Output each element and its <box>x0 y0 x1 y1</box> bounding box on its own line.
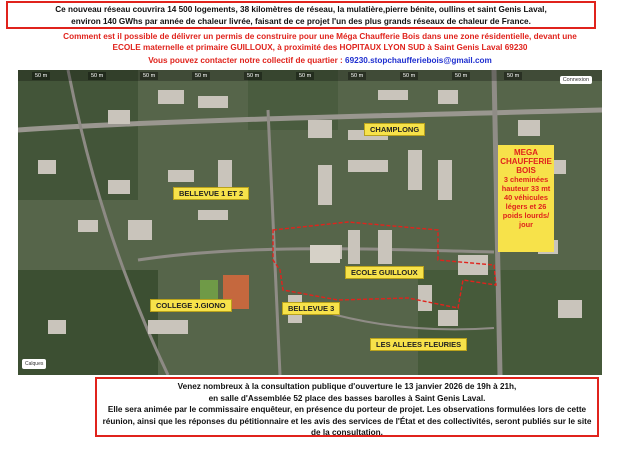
label-ecole-guilloux: ECOLE GUILLOUX <box>345 266 424 279</box>
contact-line <box>0 56 640 65</box>
side-title-1: MEGA <box>514 148 538 157</box>
info-box-bottom <box>95 377 599 437</box>
notice-text <box>40 31 600 53</box>
contact-text: Vous pouvez contacter notre collectif de quartier : <box>148 56 343 65</box>
side-line-1: 3 cheminées <box>503 175 549 184</box>
bottom-line-5: de la consultation. <box>311 428 383 437</box>
bottom-line-2: en salle d'Assemblée 52 place des basses barolles à Saint Genis Laval. <box>208 393 486 403</box>
scale-mark: 50 m <box>296 72 314 80</box>
layers-button[interactable]: Calques <box>22 359 46 369</box>
scale-mark: 50 m <box>504 72 522 80</box>
scale-mark: 50 m <box>348 72 366 80</box>
label-bellevue-3: BELLEVUE 3 <box>282 302 340 315</box>
scale-mark: 50 m <box>192 72 210 80</box>
map-login-button[interactable]: Connexion <box>560 76 592 84</box>
side-line-2: hauteur 33 mt <box>501 184 551 193</box>
label-bellevue-1-2: BELLEVUE 1 ET 2 <box>173 187 249 200</box>
info-line-2: environ 140 GWhs par année de chaleur livrée, faisant de ce projet l'un des plus grands réseaux de chaleur de France. <box>71 17 531 26</box>
satellite-map[interactable] <box>18 70 602 375</box>
scale-mark: 50 m <box>88 72 106 80</box>
bottom-line-4: réunion, ainsi que les réponses du pétitionnaire et les avis des services de l'État et des collectivités, seront publiés sur le site <box>102 416 592 426</box>
scale-mark: 50 m <box>244 72 262 80</box>
side-line-3: 40 véhicules <box>504 193 548 202</box>
bottom-line-1: Venez nombreux à la consultation publique d'ouverture le 13 janvier 2026 de 19h à 21h, <box>177 382 517 391</box>
scale-mark: 50 m <box>400 72 418 80</box>
label-champlong: CHAMPLONG <box>364 123 425 136</box>
scale-mark: 50 m <box>452 72 470 80</box>
bottom-line-3: Elle sera animée par le commissaire enquêteur, en présence du porteur de projet. Les observations formulées lors de cette <box>107 405 587 414</box>
label-allees-fleuries: LES ALLEES FLEURIES <box>370 338 467 351</box>
side-line-4: légers et 26 <box>505 202 547 211</box>
side-title-2: CHAUFFERIE <box>500 157 552 166</box>
side-line-6: jour <box>519 220 533 229</box>
label-mega-chaufferie <box>498 145 554 252</box>
info-box-top <box>6 1 596 29</box>
scale-mark: 50 m <box>32 72 50 80</box>
info-line-1: Ce nouveau réseau couvrira 14 500 logements, 38 kilomètres de réseau, la mulatière,pierre bénite, oullins et saint Genis Laval, <box>55 5 547 14</box>
contact-email-link[interactable]: 69230.stopchaufferiebois@gmail.com <box>345 56 492 65</box>
side-line-5: poids lourds/ <box>502 211 550 220</box>
label-college-giono: COLLEGE J.GIONO <box>150 299 232 312</box>
notice-line-1: Comment est il possible de délivrer un permis de construire pour une Méga Chaufferie Bois dans une zone résidentielle, devant une <box>63 32 577 41</box>
scale-mark: 50 m <box>140 72 158 80</box>
notice-line-2: ECOLE maternelle et primaire GUILLOUX, à proximité des HOPITAUX LYON SUD à Saint Genis Laval 69230 <box>112 43 528 52</box>
side-title-3: BOIS <box>516 166 536 175</box>
